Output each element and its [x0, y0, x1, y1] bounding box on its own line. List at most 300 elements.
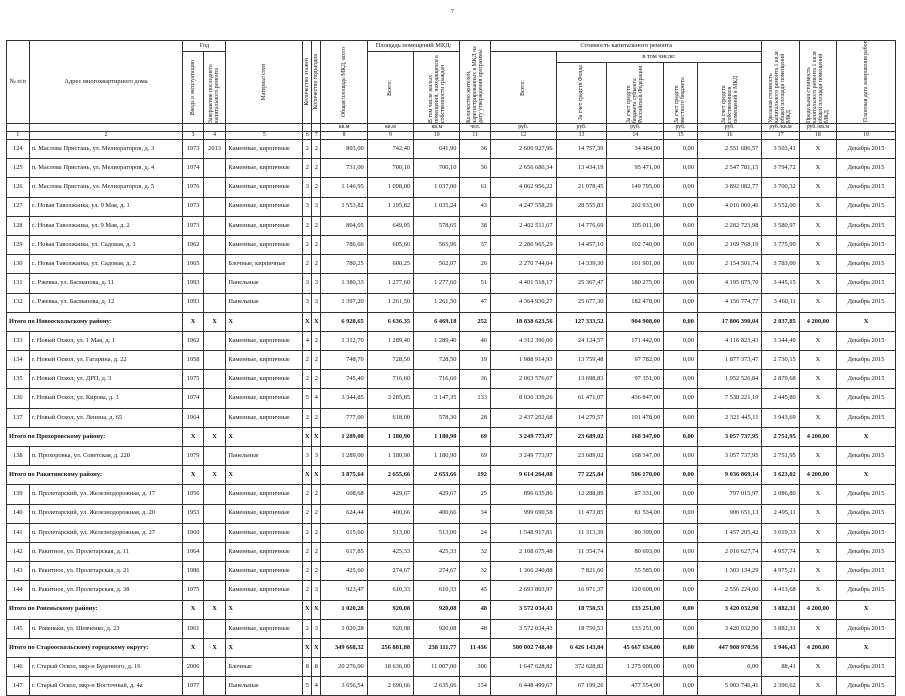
table-cell: 1975 — [183, 370, 203, 389]
table-cell: X — [799, 619, 836, 638]
table-cell: г. Старый Оскол, мкр-н Буденного, д. 16 — [29, 658, 183, 677]
table-cell — [203, 504, 226, 523]
table-cell: X — [837, 466, 896, 485]
table-cell: 48 — [460, 600, 491, 619]
subtotal-label: Итого по Новооскольскому району: — [7, 312, 183, 331]
table-cell: 920,08 — [414, 600, 460, 619]
table-cell: Декабрь 2015 — [837, 216, 896, 235]
table-cell: 61 471,07 — [556, 389, 607, 408]
table-cell: 605,66 — [367, 235, 413, 254]
table-cell: 171 442,00 — [607, 331, 664, 350]
table-cell: 3 285,85 — [367, 389, 413, 408]
table-cell: 7 821,60 — [556, 562, 607, 581]
table-row — [7, 523, 896, 542]
table-cell: 14 279,57 — [556, 408, 607, 427]
table-cell: 11 473,85 — [556, 504, 607, 523]
table-cell: 81 534,00 — [607, 504, 664, 523]
table-cell: 135 — [7, 370, 30, 389]
table-cell: 610,33 — [414, 581, 460, 600]
table-cell: 2 437 202,68 — [490, 408, 556, 427]
hdr-year-group: Год — [183, 41, 226, 52]
table-cell — [203, 235, 226, 254]
table-row — [7, 581, 896, 600]
table-cell: 3 344,85 — [321, 389, 367, 408]
hdr-fund: За счет средств Фонда — [578, 65, 585, 121]
table-cell: Каменные, кирпичные — [226, 370, 303, 389]
column-number-cell: 11 — [460, 132, 491, 140]
table-cell: г. Новый Оскол, ул. Гагарина, д. 22 — [29, 351, 183, 370]
table-cell: 400,66 — [367, 504, 413, 523]
table-cell: 8 036 339,26 — [490, 389, 556, 408]
table-cell: X — [799, 159, 836, 178]
hdr-plan-date: Плановая дата завершения работ — [862, 41, 869, 123]
table-cell: 4 062 956,22 — [490, 178, 556, 197]
table-cell: 168 347,00 — [607, 447, 664, 466]
table-cell: 2 321 445,11 — [697, 408, 761, 427]
table-cell: 2 — [312, 235, 321, 254]
table-cell: 920,08 — [367, 600, 413, 619]
hdr-wall-material: Материал стен — [261, 63, 268, 101]
table-cell: 777,00 — [321, 408, 367, 427]
table-cell: 2 108 675,48 — [490, 542, 556, 561]
table-cell: 47 — [460, 293, 491, 312]
table-cell: X — [312, 312, 321, 331]
table-cell: 2 — [312, 178, 321, 197]
table-cell: 748,70 — [321, 351, 367, 370]
table-cell: 0,00 — [664, 466, 698, 485]
table-cell: 3 572 034,43 — [490, 600, 556, 619]
subtotal-row — [7, 312, 896, 331]
table-cell: 3 — [303, 197, 312, 216]
table-cell: 18 838 623,56 — [490, 312, 556, 331]
table-cell: 133 251,00 — [607, 600, 664, 619]
column-number-cell: 18 — [799, 132, 836, 140]
table-cell: Каменные, кирпичные — [226, 159, 303, 178]
table-cell: Каменные, кирпичные — [226, 331, 303, 350]
table-cell: 447 908 970,56 — [697, 638, 761, 657]
table-cell — [203, 178, 226, 197]
table-cell: X — [799, 370, 836, 389]
table-cell: 1 952 526,84 — [697, 370, 761, 389]
table-cell: 23 689,02 — [556, 447, 607, 466]
table-cell: 1 180,90 — [414, 427, 460, 446]
table-cell: г. Новый Оскол, ул. 1 Мая, д. 1 — [29, 331, 183, 350]
table-row — [7, 159, 896, 178]
table-cell: 97 782,00 — [607, 351, 664, 370]
table-cell — [203, 197, 226, 216]
table-cell: 920,08 — [414, 619, 460, 638]
table-cell: 3 344,49 — [762, 331, 799, 350]
table-cell: X — [183, 466, 203, 485]
table-cell: 3 892 082,77 — [697, 178, 761, 197]
table-cell: с. Ржевка, ул. Басманова, д. 11 — [29, 274, 183, 293]
table-cell: 4 957,74 — [762, 542, 799, 561]
table-cell: 477 554,00 — [607, 677, 664, 696]
table-cell: 142 — [7, 542, 30, 561]
table-cell: X — [226, 427, 303, 446]
column-number-cell: 4 — [203, 132, 226, 140]
table-cell: 131 — [7, 274, 30, 293]
table-cell: 2 — [303, 562, 312, 581]
table-cell: 3 — [312, 619, 321, 638]
table-cell: 2 445,80 — [762, 389, 799, 408]
table-cell: 0,00 — [664, 159, 698, 178]
table-cell: 16 971,37 — [556, 581, 607, 600]
table-cell: 21 078,45 — [556, 178, 607, 197]
table-cell: 6 426 143,84 — [556, 638, 607, 657]
table-cell: 36 — [460, 140, 491, 159]
table-cell: X — [303, 466, 312, 485]
table-cell: Декабрь 2015 — [837, 274, 896, 293]
table-cell: 2 — [312, 351, 321, 370]
table-cell: 4 195 875,70 — [697, 274, 761, 293]
table-cell: 1 277,60 — [414, 274, 460, 293]
table-cell: 2 — [303, 140, 312, 159]
table-cell: 4 364 930,27 — [490, 293, 556, 312]
table-cell: 2 — [312, 140, 321, 159]
table-cell: 429,67 — [367, 485, 413, 504]
table-cell — [203, 274, 226, 293]
table-cell: 125 — [7, 159, 30, 178]
table-cell: X — [799, 140, 836, 159]
table-cell: 506 170,00 — [607, 466, 664, 485]
unit-cell — [7, 124, 30, 132]
table-cell: 18 750,53 — [556, 600, 607, 619]
table-cell: X — [799, 255, 836, 274]
hdr-no: № п/п — [7, 41, 30, 124]
table-cell — [203, 677, 226, 696]
table-cell: 731,00 — [321, 159, 367, 178]
table-cell: Каменные, кирпичные — [226, 351, 303, 370]
table-cell: 46 — [460, 331, 491, 350]
table-cell: 2 656 686,34 — [490, 159, 556, 178]
table-cell: 2006 — [183, 658, 203, 677]
table-cell: 48 — [460, 619, 491, 638]
table-cell: 617,85 — [321, 542, 367, 561]
table-cell: X — [303, 427, 312, 446]
table-cell: 43 — [460, 197, 491, 216]
table-cell: 37 — [460, 235, 491, 254]
table-cell: 2 653,66 — [414, 466, 460, 485]
table-cell: 780,25 — [321, 255, 367, 274]
table-cell: 3 — [303, 447, 312, 466]
table-cell: 130 — [7, 255, 30, 274]
table-cell: 3 420 032,90 — [697, 619, 761, 638]
table-cell: 149 795,00 — [607, 178, 664, 197]
table-cell: 23 689,02 — [556, 427, 607, 446]
table-cell: 1973 — [183, 197, 203, 216]
table-cell: 13 698,83 — [556, 370, 607, 389]
table-cell: 238 111,77 — [414, 638, 460, 657]
table-cell: 2 — [312, 408, 321, 427]
unit-cell: руб. — [556, 124, 607, 132]
table-cell: Декабрь 2015 — [837, 197, 896, 216]
table-cell: 3 — [312, 197, 321, 216]
table-cell: г. Новый Оскол, ул. Ленина, д. 65 — [29, 408, 183, 427]
table-cell: 134 — [460, 677, 491, 696]
table-cell: 1 277,60 — [367, 274, 413, 293]
table-cell: 3 656,54 — [321, 677, 367, 696]
table-cell: 716,60 — [414, 370, 460, 389]
table-cell: Блочные — [226, 658, 303, 677]
table-cell: 0,00 — [664, 370, 698, 389]
hdr-max-cost: Предельная стоимость капитального ремонта 1 кв.м общей площади помещений МКД — [805, 51, 830, 123]
table-cell: X — [837, 312, 896, 331]
table-cell: 14 339,30 — [556, 255, 607, 274]
table-cell: 1 380,33 — [321, 274, 367, 293]
hdr-year-overhaul: Завершение последнего капитального ремонта — [208, 64, 221, 123]
table-cell — [203, 216, 226, 235]
table-cell: 2 690,66 — [367, 677, 413, 696]
table-cell: 2 — [303, 619, 312, 638]
table-cell: Декабрь 2015 — [837, 581, 896, 600]
table-cell: 306 — [460, 658, 491, 677]
table-cell: 1973 — [183, 216, 203, 235]
table-cell: 202 933,00 — [607, 197, 664, 216]
table-cell: Декабрь 2015 — [837, 293, 896, 312]
table-cell: 3 — [312, 293, 321, 312]
table-cell: Декабрь 2015 — [837, 504, 896, 523]
table-cell: Декабрь 2015 — [837, 331, 896, 350]
column-numbers-row — [7, 132, 896, 140]
unit-cell — [203, 124, 226, 132]
table-cell: 372 628,82 — [556, 658, 607, 677]
table-cell: 3 — [312, 447, 321, 466]
column-number-cell: 19 — [837, 132, 896, 140]
table-cell: п. Маслова Пристань, ул. Мелиораторов, д. 5 — [29, 178, 183, 197]
table-cell: 1965 — [183, 255, 203, 274]
table-cell — [203, 581, 226, 600]
table-cell: 9 614 264,08 — [490, 466, 556, 485]
table-cell: 728,50 — [414, 351, 460, 370]
column-number-cell: 6 — [303, 132, 312, 140]
table-cell: 11 007,00 — [414, 658, 460, 677]
hdr-owners: За счет средств собственников помещений в МКД — [720, 75, 739, 123]
table-cell: 147 — [7, 677, 30, 696]
table-cell: 3 420 032,90 — [697, 600, 761, 619]
table-cell: 128 — [7, 216, 30, 235]
column-number-cell: 1 — [7, 132, 30, 140]
table-cell: 716,60 — [367, 370, 413, 389]
table-cell: X — [183, 638, 203, 657]
table-cell: 803,00 — [321, 140, 367, 159]
table-cell: 6 636,35 — [367, 312, 413, 331]
table-cell: 1 289,40 — [414, 331, 460, 350]
table-cell: X — [799, 197, 836, 216]
table-cell: с. Новая Таволжанка, ул. 9 Мая, д. 2 — [29, 216, 183, 235]
table-cell: 141 — [7, 523, 30, 542]
table-cell: 896 635,86 — [490, 485, 556, 504]
column-number-cell: 8 — [321, 132, 367, 140]
table-cell: X — [799, 216, 836, 235]
table-cell: 3 875,64 — [321, 466, 367, 485]
table-cell: 0,00 — [664, 293, 698, 312]
table-cell: 61 — [460, 178, 491, 197]
table-cell: 513,00 — [414, 523, 460, 542]
hdr-unit-cost: Удельная стоимость капитального ремонта 1 кв.м общей площади помещений МКД — [768, 51, 793, 123]
table-cell: X — [799, 677, 836, 696]
table-cell: 182 478,00 — [607, 293, 664, 312]
table-row — [7, 677, 896, 696]
table-cell: X — [226, 312, 303, 331]
table-cell: 2 286 965,29 — [490, 235, 556, 254]
table-cell: Декабрь 2015 — [837, 619, 896, 638]
table-cell: 101 478,00 — [607, 408, 664, 427]
table-cell: 7 538 221,19 — [697, 389, 761, 408]
table-cell: с. Новая Таволжанка, ул. 9 Мая, д. 1 — [29, 197, 183, 216]
table-cell: 700,10 — [367, 159, 413, 178]
table-cell: 14 757,39 — [556, 140, 607, 159]
table-cell: 256 881,88 — [367, 638, 413, 657]
table-cell: 0,00 — [664, 581, 698, 600]
table-cell: 1 553,82 — [321, 197, 367, 216]
table-cell: 55 585,00 — [607, 562, 664, 581]
hdr-area-group: Площадь помещений МКД: — [367, 41, 460, 52]
table-cell: 80 399,00 — [607, 523, 664, 542]
table-cell: 3 057 737,95 — [697, 447, 761, 466]
table-cell: 11 354,74 — [556, 542, 607, 561]
subtotal-row — [7, 466, 896, 485]
table-cell: 1 146,95 — [321, 178, 367, 197]
table-row — [7, 485, 896, 504]
table-cell: Декабрь 2015 — [837, 159, 896, 178]
table-cell: 578,30 — [414, 408, 460, 427]
table-cell: п. Пролетарский, ул. Железнодорожная, д. 20 — [29, 504, 183, 523]
table-cell: 2 693 803,97 — [490, 581, 556, 600]
table-cell: 1964 — [183, 408, 203, 427]
table-cell: 1979 — [183, 447, 203, 466]
table-cell: 1 397,20 — [321, 293, 367, 312]
table-cell: 2 556 224,60 — [697, 581, 761, 600]
table-cell: 1 261,50 — [367, 293, 413, 312]
table-cell: 1975 — [183, 581, 203, 600]
table-cell: 34 — [460, 504, 491, 523]
table-cell: Каменные, кирпичные — [226, 562, 303, 581]
table-cell: г. Новый Оскол, ул. ДРП, д. 3 — [29, 370, 183, 389]
table-cell: X — [799, 408, 836, 427]
table-row — [7, 370, 896, 389]
table-cell: 600,25 — [367, 255, 413, 274]
table-cell: 3 — [303, 178, 312, 197]
table-cell: 2013 — [203, 140, 226, 159]
table-cell: 13 434,19 — [556, 159, 607, 178]
table-cell: 0,00 — [664, 389, 698, 408]
table-cell: X — [799, 447, 836, 466]
table-cell: 624,44 — [321, 504, 367, 523]
table-cell: 562,07 — [414, 255, 460, 274]
table-cell: 2 063 576,67 — [490, 370, 556, 389]
table-cell: 1964 — [183, 542, 203, 561]
table-cell: 9 036 869,14 — [697, 466, 761, 485]
table-cell: X — [303, 312, 312, 331]
table-cell: 999 690,58 — [490, 504, 556, 523]
table-cell: 4 200,00 — [799, 638, 836, 657]
table-cell: 2 282 723,98 — [697, 216, 761, 235]
table-cell: 1 261,50 — [414, 293, 460, 312]
table-cell: 4 156 774,77 — [697, 293, 761, 312]
table-cell: 32 — [460, 542, 491, 561]
table-cell: 0,00 — [664, 351, 698, 370]
table-cell — [203, 351, 226, 370]
table-cell: 0,00 — [664, 140, 698, 159]
table-cell: 2 495,11 — [762, 504, 799, 523]
table-row — [7, 658, 896, 677]
table-cell: Декабрь 2015 — [837, 562, 896, 581]
table-row — [7, 351, 896, 370]
table-cell: п. Ракитное, ул. Пролетарская, д. 21 — [29, 562, 183, 581]
table-cell: 3 — [312, 581, 321, 600]
table-cell: 2 086,80 — [762, 485, 799, 504]
table-cell: 144 — [7, 581, 30, 600]
table-cell: 0,00 — [664, 542, 698, 561]
table-cell: Декабрь 2015 — [837, 178, 896, 197]
table-cell: 28 — [460, 408, 491, 427]
table-row — [7, 274, 896, 293]
table-cell: 77 225,84 — [556, 466, 607, 485]
table-cell: 127 — [7, 197, 30, 216]
table-row — [7, 216, 896, 235]
table-cell: 14 776,69 — [556, 216, 607, 235]
hdr-residents: Количество жителей, зарегистрированных в МКД на дату утверждения программы — [466, 46, 485, 123]
subtotal-label: Итого по Прохоровскому району: — [7, 427, 183, 446]
table-cell: 139 — [7, 485, 30, 504]
table-row — [7, 197, 896, 216]
table-cell: Каменные, кирпичные — [226, 197, 303, 216]
table-cell: 4 — [303, 331, 312, 350]
table-cell: 133 251,00 — [607, 619, 664, 638]
hdr-local: За счет средств местного бюджета — [674, 77, 687, 123]
table-cell: п. Ракитное, ул. Пролетарская, д. 11 — [29, 542, 183, 561]
table-cell: 4 413,68 — [762, 581, 799, 600]
table-cell: 192 — [460, 466, 491, 485]
table-cell: с. Новая Таволжанка, ул. Садовая, д. 2 — [29, 255, 183, 274]
table-cell: 6 448 499,67 — [490, 677, 556, 696]
table-cell: 145 — [7, 619, 30, 638]
table-cell: 38 — [460, 216, 491, 235]
table-cell: Декабрь 2015 — [837, 447, 896, 466]
table-cell: 1 020,28 — [321, 619, 367, 638]
table-cell: Каменные, кирпичные — [226, 235, 303, 254]
subtotal-label: Итого по Ракитянскому району: — [7, 466, 183, 485]
table-cell: 32 — [460, 562, 491, 581]
table-cell: 102 740,00 — [607, 235, 664, 254]
table-cell: 0,00 — [664, 658, 698, 677]
table-cell: 1 988 914,93 — [490, 351, 556, 370]
subtotal-label: Итого по Старооскольскому городскому округу: — [7, 638, 183, 657]
table-cell: 1 548 917,81 — [490, 523, 556, 542]
table-cell: 3 580,97 — [762, 216, 799, 235]
table-cell: X — [799, 485, 836, 504]
table-cell: 88,41 — [762, 658, 799, 677]
table-cell: п. Пролетарский, ул. Железнодорожная, д. 27 — [29, 523, 183, 542]
table-cell: 4 401 518,17 — [490, 274, 556, 293]
unit-cell: руб. — [697, 124, 761, 132]
table-cell: 425,33 — [414, 542, 460, 561]
table-cell: 1 037,00 — [414, 178, 460, 197]
table-cell: 0,00 — [664, 178, 698, 197]
table-cell: X — [799, 274, 836, 293]
table-cell: Декабрь 2015 — [837, 370, 896, 389]
repair-program-table — [6, 40, 896, 696]
table-cell: 1 180,90 — [367, 427, 413, 446]
unit-cell: кв.м — [367, 124, 413, 132]
table-cell: 1 303 134,29 — [697, 562, 761, 581]
table-cell: 3 445,15 — [762, 274, 799, 293]
table-cell: 1 180,90 — [414, 447, 460, 466]
table-cell: п. Маслова Пристань, ул. Мелиораторов, д. 3 — [29, 140, 183, 159]
table-cell: 2 396,62 — [762, 677, 799, 696]
table-cell: 0,00 — [664, 619, 698, 638]
